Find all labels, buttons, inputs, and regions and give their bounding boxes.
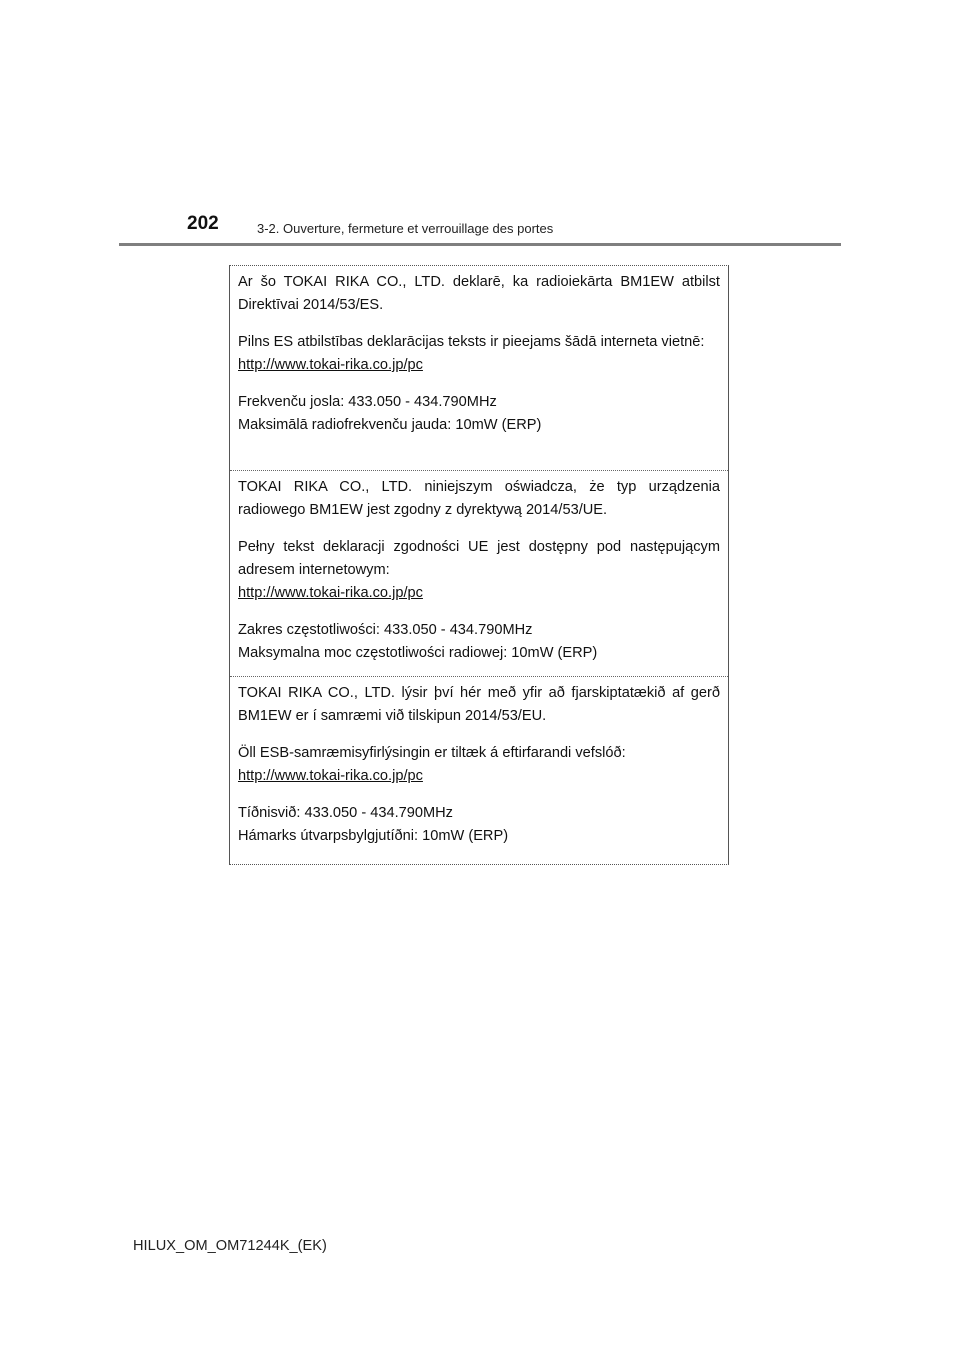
availability-label: Pilns ES atbilstības deklarācijas teksts ir pieejams šādā interneta vietnē: bbox=[238, 334, 705, 350]
declaration-link[interactable]: http://www.tokai-rika.co.jp/pc bbox=[238, 357, 423, 373]
availability-label: Öll ESB-samræmisyfirlýsingin er tiltæk á eftirfarandi vefslóð: bbox=[238, 745, 626, 761]
document-code: HILUX_OM_OM71244K_(EK) bbox=[133, 1238, 327, 1254]
frequency-band: Tíðnisvið: 433.050 - 434.790MHz bbox=[238, 805, 453, 821]
section-title: 3-2. Ouverture, fermeture et verrouillage des portes bbox=[257, 221, 554, 236]
declaration-text: TOKAI RIKA CO., LTD. niniejszym oświadcza, że typ urządzenia radiowego BM1EW jest zgodny z dyrektywą 2014/53/UE. bbox=[238, 479, 720, 518]
page-number: 202 bbox=[187, 213, 219, 234]
frequency-info bbox=[238, 391, 720, 437]
availability-label: Pełny tekst deklaracji zgodności UE jest dostępny pod następującym adresem internetowym: bbox=[238, 539, 720, 578]
max-power: Maksimālā radiofrekvenču jauda: 10mW (ERP) bbox=[238, 417, 542, 433]
frequency-band: Frekvenču josla: 433.050 - 434.790MHz bbox=[238, 394, 497, 410]
declaration-link[interactable]: http://www.tokai-rika.co.jp/pc bbox=[238, 585, 423, 601]
frequency-info bbox=[238, 802, 720, 848]
availability-text bbox=[238, 742, 720, 788]
declaration-text: TOKAI RIKA CO., LTD. lýsir því hér með yfir að fjarskiptatækið af gerð BM1EW er í samræmi við tilskipun 2014/53/EU. bbox=[238, 685, 720, 724]
header-rule bbox=[119, 243, 841, 246]
declaration-text: Ar šo TOKAI RIKA CO., LTD. deklarē, ka radioiekārta BM1EW atbilst Direktīvai 2014/53/ES. bbox=[238, 274, 720, 313]
declaration-section-latvian bbox=[230, 266, 728, 471]
frequency-band: Zakres częstotliwości: 433.050 - 434.790MHz bbox=[238, 622, 533, 638]
availability-text bbox=[238, 536, 720, 605]
max-power: Hámarks útvarpsbylgjutíðni: 10mW (ERP) bbox=[238, 828, 509, 844]
declaration-link[interactable]: http://www.tokai-rika.co.jp/pc bbox=[238, 768, 423, 784]
availability-text bbox=[238, 331, 720, 377]
declaration-box bbox=[229, 265, 729, 865]
declaration-section-polish bbox=[230, 471, 728, 677]
declaration-section-icelandic bbox=[230, 677, 728, 864]
max-power: Maksymalna moc częstotliwości radiowej: 10mW (ERP) bbox=[238, 645, 598, 661]
frequency-info bbox=[238, 619, 720, 665]
